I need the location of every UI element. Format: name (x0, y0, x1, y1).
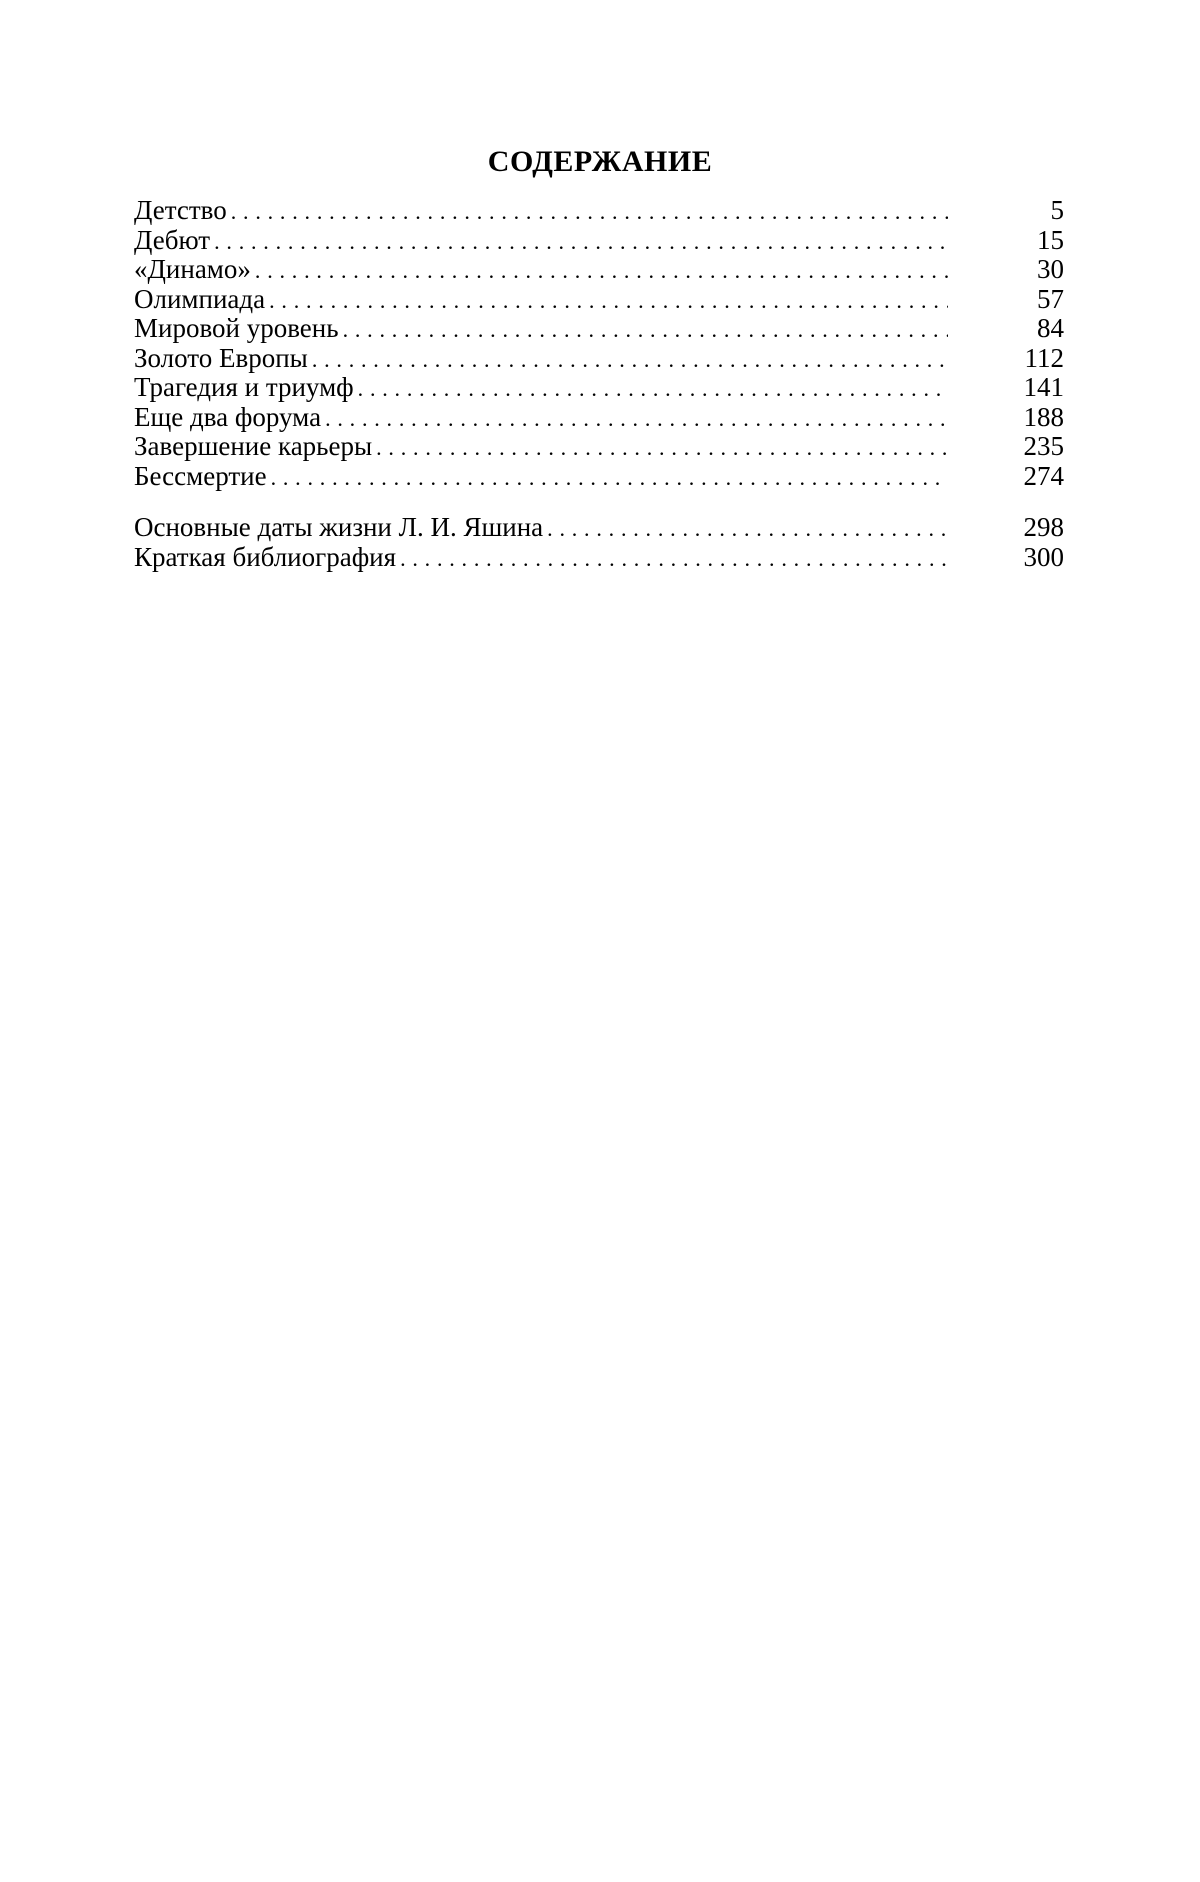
toc-entry (134, 462, 1064, 492)
toc-entry (134, 513, 1064, 543)
toc-entry-page: 188 (1023, 401, 1064, 432)
toc-entry-page: 57 (1037, 283, 1064, 314)
toc-entry-title: Детство (134, 195, 227, 225)
toc-entry (134, 432, 1064, 462)
toc-entry (134, 226, 1064, 256)
toc-entry (134, 373, 1064, 403)
dot-leader (231, 197, 948, 227)
toc-entry-title: Олимпиада (134, 283, 266, 314)
toc-entry (134, 196, 1064, 226)
dot-leader (214, 227, 948, 257)
toc-entry (134, 344, 1064, 374)
dot-leader (271, 463, 948, 493)
table-of-contents (134, 196, 1064, 491)
dot-leader (255, 256, 948, 286)
toc-entry-page: 141 (1023, 372, 1064, 402)
toc-entry-title: Бессмертие (134, 460, 267, 491)
dot-leader (269, 286, 948, 316)
appendix-contents (134, 513, 1064, 572)
toc-entry-page: 112 (1024, 342, 1064, 373)
dot-leader (547, 514, 948, 544)
toc-entry-title: Завершение карьеры (134, 431, 373, 461)
toc-entry (134, 543, 1064, 573)
toc-entry-page: 235 (1023, 431, 1064, 461)
toc-entry-title: «Динамо» (134, 254, 251, 284)
dot-leader (343, 315, 948, 345)
toc-entry-title: Еще два форума (134, 401, 322, 432)
toc-entry-page: 5 (1050, 195, 1064, 225)
toc-entry-title: Золото Европы (134, 342, 308, 373)
dot-leader (325, 404, 948, 434)
toc-entry (134, 314, 1064, 344)
toc-entry (134, 403, 1064, 433)
toc-entry-page: 298 (1023, 512, 1064, 542)
page-title: СОДЕРЖАНИЕ (487, 145, 713, 179)
toc-entry-title: Краткая библиография (134, 541, 397, 572)
toc-entry-title: Основные даты жизни Л. И. Яшина (134, 512, 544, 542)
dot-leader (312, 345, 948, 375)
dot-leader (358, 374, 948, 404)
dot-leader (376, 433, 948, 463)
toc-entry (134, 285, 1064, 315)
toc-entry-page: 15 (1037, 224, 1064, 255)
toc-entry-title: Дебют (134, 224, 211, 255)
toc-entry-title: Мировой уровень (134, 313, 339, 343)
toc-entry-page: 274 (1023, 460, 1064, 491)
toc-entry-page: 300 (1023, 541, 1064, 572)
toc-entry-page: 30 (1037, 254, 1064, 284)
toc-entry-title: Трагедия и триумф (134, 372, 354, 402)
dot-leader (400, 544, 948, 574)
toc-entry (134, 255, 1064, 285)
toc-entry-page: 84 (1037, 313, 1064, 343)
